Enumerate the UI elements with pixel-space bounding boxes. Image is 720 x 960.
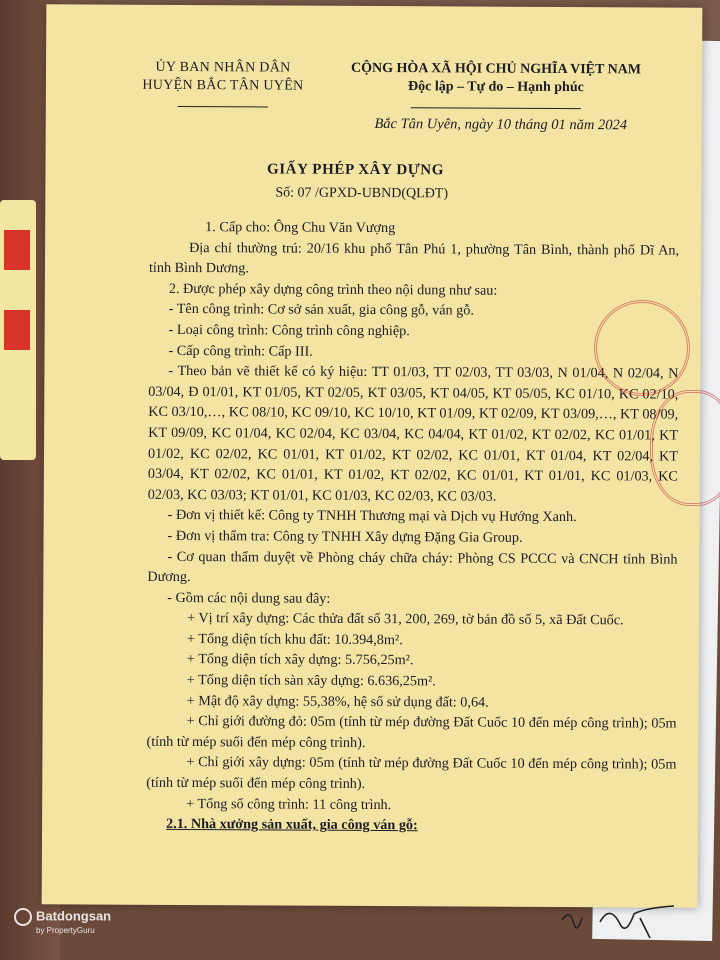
design-unit: - Đơn vị thiết kế: Công ty TNHH Thương mại và Dịch vụ Hướng Xanh. — [167, 507, 577, 526]
appraisal-unit: - Đơn vị thẩm tra: Công ty TNHH Xây dựng Đặng Gia Group. — [167, 527, 523, 546]
nation-line-1: CỘNG HÒA XÃ HỘI CHỦ NGHĨA VIỆT NAM — [350, 60, 642, 78]
section-2-heading: 2. Được phép xây dựng công trình theo nội dung như sau: — [168, 280, 498, 299]
total-works: + Tổng số công trình: 11 công trình. — [186, 795, 392, 813]
nation-motto: Độc lập – Tự do – Hạnh phúc — [407, 79, 584, 96]
watermark-logo: Batdongsan by PropertyGuru — [14, 908, 111, 935]
handwritten-signature — [560, 900, 710, 940]
build-location: + Vị trí xây dựng: Các thửa đất số 31, 200, 269, tờ bản đồ số 5, xã Đất Cuốc. — [187, 610, 624, 629]
document-title: GIẤY PHÉP XÂY DỰNG — [266, 161, 445, 179]
project-name: - Tên công trình: Cơ sở sản xuất, gia công gỗ, ván gỗ. — [168, 301, 474, 319]
section-2-1-heading: 2.1. Nhà xưởng sản xuất, gia công ván gỗ: — [166, 816, 418, 834]
document-number: Số: 07 /GPXD-UBND(QLĐT) — [275, 185, 449, 202]
red-seal-stamp-2 — [650, 390, 720, 506]
drawing-codes: - Theo bản vẽ thiết kế có ký hiệu: TT 01/03, TT 02/03, TT 03/03, N 01/04, N 02/04, N 03/04, Đ 01/01, KT 01/05, KT 02/05, KT 03/05, KT 04/05, KT 05/05, KC 01/10, KC 02/10, KC 03/10,…, KC 08/10, KC 09/10, KC 10/10, KT 01/09, KT 02/09, KT 03/09,…, KT 08/09, KT 09/09, KC 01/04, KC 02/04, KC 03/04, KC 04/04, KT 01/02, KT 02/02, KC 01/01, KT 01/02, KC 02/02, KC 01/01, KT 01/02, KT 02/02, KC 01/01, KT 01/04, KT 02/04, KT 03/04, KT 02/02, KC 01/01, KT 01/02, KT 02/02, KC 01/01, KT 01/01, KC 01/03, KC 02/03, KC 03/03; KT 01/01, KC 01/03, KC 02/03, KC 03/03. — [147, 363, 679, 505]
watermark-ring-icon — [14, 908, 32, 926]
construction-boundary: + Chỉ giới xây dựng: 05m (tính từ mép đường Đất Cuốc 10 đến mép công trình); 05m (tính từ mép suối đến mép công trình). — [146, 754, 677, 792]
issuing-agency — [128, 59, 318, 114]
build-density: + Mật độ xây dựng: 55,38%, hệ số sử dụng đất: 0,64. — [186, 692, 489, 711]
contents-intro: - Gồm các nội dung sau đây: — [167, 589, 331, 607]
motto-underline — [411, 107, 581, 109]
agency-line-2: HUYỆN BẮC TÂN UYÊN — [142, 77, 304, 94]
agency-underline — [178, 106, 268, 107]
national-header — [326, 60, 666, 116]
project-type: - Loại công trình: Công trình công nghiệp. — [168, 321, 410, 340]
permit-document — [42, 4, 703, 907]
flyer-edge — [0, 200, 36, 460]
project-grade: - Cấp công trình: Cấp III. — [168, 342, 313, 360]
red-seal-stamp — [594, 300, 690, 396]
red-line-boundary: + Chỉ giới đường đỏ: 05m (tính từ mép đường Đất Cuốc 10 đến mép công trình); 05m (tính từ mép suối đến mép công trình). — [146, 713, 677, 751]
total-build-area: + Tổng diện tích xây dựng: 5.756,25m². — [186, 651, 414, 669]
fire-authority: - Cơ quan thẩm duyệt về Phòng cháy chữa cháy: Phòng CS PCCC và CNCH tỉnh Bình Dương. — [147, 548, 678, 586]
total-floor-area: + Tổng diện tích sàn xây dựng: 6.636,25m². — [186, 672, 436, 690]
total-land-area: + Tổng diện tích khu đất: 10.394,8m². — [186, 630, 403, 649]
document-body — [146, 217, 679, 838]
agency-line-1: ỦY BAN NHÂN DÂN — [155, 59, 291, 76]
issue-date: Bắc Tân Uyên, ngày 10 tháng 01 năm 2024 — [374, 116, 628, 134]
grantee-line: 1. Cấp cho: Ông Chu Văn Vượng — [205, 219, 396, 237]
address-line: Địa chỉ thường trú: 20/16 khu phố Tân Phú 1, phường Tân Bình, thành phố Dĩ An, tỉnh Bình Dương. — [148, 239, 680, 277]
